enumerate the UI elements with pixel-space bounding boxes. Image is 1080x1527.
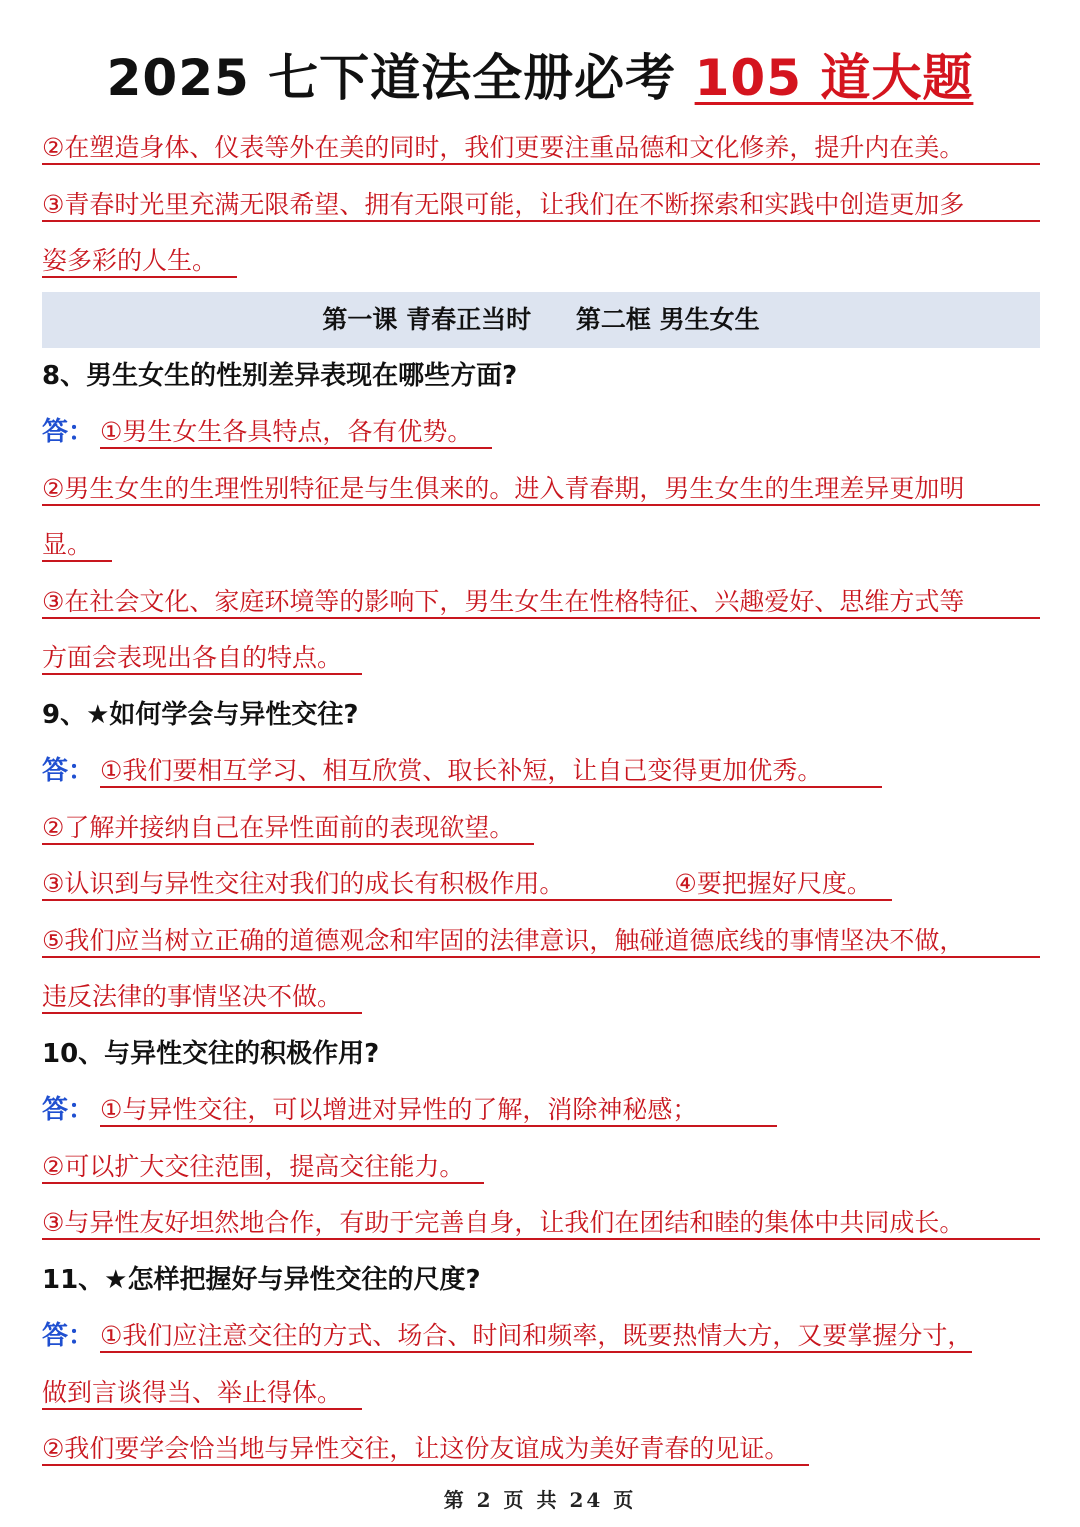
answer-line (42, 743, 1040, 800)
answer-text: ①我们应注意交往的方式、场合、时间和频率，既要热情大方，又要掌握分寸， (100, 1321, 972, 1353)
answer-text: 方面会表现出各自的特点。 (42, 643, 362, 675)
answer-line (42, 1082, 1040, 1139)
answer-line (42, 1421, 1040, 1478)
question-11: 11、★怎样把握好与异性交往的尺度? (42, 1264, 481, 1295)
question-10: 10、与异性交往的积极作用? (42, 1038, 380, 1069)
answer-text: ②我们要学会恰当地与异性交往，让这份友谊成为美好青春的见证。 (42, 1434, 809, 1466)
answer-line (42, 404, 1040, 461)
question-8: 8、男生女生的性别差异表现在哪些方面? (42, 360, 518, 391)
answer-text: ②在塑造身体、仪表等外在美的同时，我们更要注重品德和文化修养，提升内在美。 (42, 133, 1040, 165)
answer-line (42, 800, 1040, 857)
answer-label: 答： (42, 1095, 95, 1125)
answer-text: 显。 (42, 530, 112, 562)
answer-text: ②了解并接纳自己在异性面前的表现欲望。 (42, 813, 534, 845)
answer-line (42, 913, 1040, 970)
question-9: 9、★如何学会与异性交往? (42, 699, 359, 730)
intro-line-1 (42, 120, 1040, 177)
answer-text: 违反法律的事情坚决不做。 (42, 982, 362, 1014)
answer-line (42, 1365, 1040, 1422)
intro-line-2 (42, 177, 1040, 234)
answer-text: ③在社会文化、家庭环境等的影响下，男生女生在性格特征、兴趣爱好、思维方式等 (42, 587, 1040, 619)
answer-line (42, 630, 1040, 687)
answer-text: ②男生女生的生理性别特征是与生俱来的。进入青春期，男生女生的生理差异更加明 (42, 474, 1040, 506)
answer-line (42, 574, 1040, 631)
title-main: 2025 七下道法全册必考 (106, 49, 677, 107)
intro-line-3 (42, 233, 1040, 290)
answer-line (42, 1308, 1040, 1365)
answer-line (42, 517, 1040, 574)
answer-text: ③认识到与异性交往对我们的成长有积极作用。 ④要把握好尺度。 (42, 869, 892, 901)
section-lesson: 第一课 青春正当时 (322, 304, 532, 334)
page-title (0, 38, 1080, 110)
answer-label: 答： (42, 756, 95, 786)
answer-line (42, 1195, 1040, 1252)
answer-text: ①我们要相互学习、相互欣赏、取长补短，让自己变得更加优秀。 (100, 756, 882, 788)
section-header (42, 292, 1040, 348)
answer-label: 答： (42, 1321, 95, 1351)
answer-text: ②可以扩大交往范围，提高交往能力。 (42, 1152, 484, 1184)
answer-line (42, 969, 1040, 1026)
answer-text: ①与异性交往，可以增进对异性的了解，消除神秘感； (100, 1095, 777, 1127)
page-number: 第 2 页 共 24 页 (443, 1488, 637, 1512)
answer-text: 姿多彩的人生。 (42, 246, 237, 278)
answer-label: 答： (42, 417, 95, 447)
answer-text: ⑤我们应当树立正确的道德观念和牢固的法律意识，触碰道德底线的事情坚决不做， (42, 926, 1040, 958)
title-highlight: 105 道大题 (694, 49, 974, 107)
section-frame: 第二框 男生女生 (575, 304, 760, 334)
answer-line (42, 856, 1040, 913)
answer-text: ③与异性友好坦然地合作，有助于完善自身，让我们在团结和睦的集体中共同成长。 (42, 1208, 1040, 1240)
document-body (42, 120, 1040, 1478)
answer-text: ①男生女生各具特点，各有优势。 (100, 417, 492, 449)
answer-line (42, 461, 1040, 518)
answer-line (42, 1139, 1040, 1196)
answer-text: ③青春时光里充满无限希望、拥有无限可能，让我们在不断探索和实践中创造更加多 (42, 190, 1040, 222)
answer-text: 做到言谈得当、举止得体。 (42, 1378, 362, 1410)
